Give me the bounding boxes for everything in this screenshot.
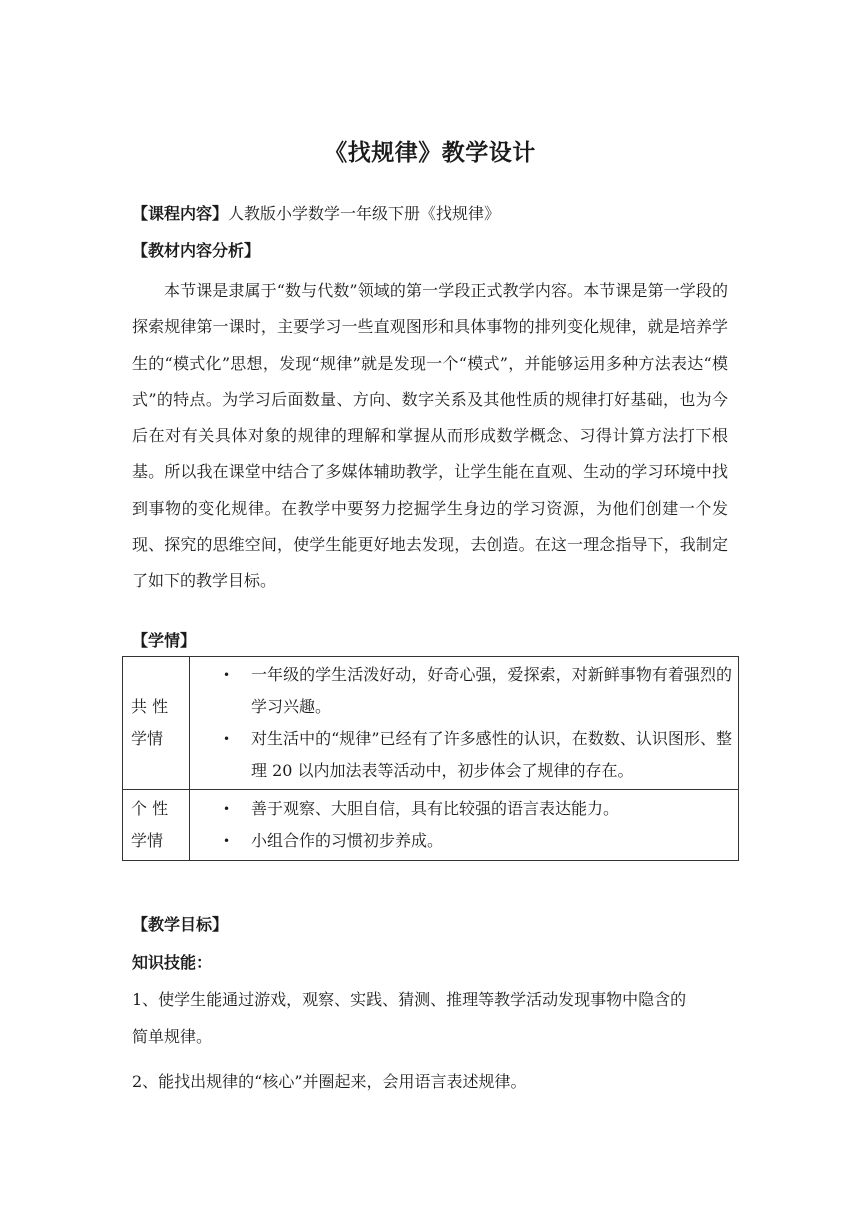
table-row — [123, 790, 739, 861]
row-content-cell — [190, 657, 739, 790]
row-label-line2: 学情 — [131, 729, 164, 748]
list-item: • 对生活中的“规律”已经有了许多感性的认识，在数数、认识图形、整理 20 以内加法表等活动中，初步体会了规律的存在。 — [190, 723, 738, 787]
list-item: • 一年级的学生活泼好动，好奇心强，爱探索，对新鲜事物有着强烈的学习兴趣。 — [190, 659, 738, 723]
row-label-cell — [123, 657, 190, 790]
goal-item-2: 2、能找出规律的“核心”并圈起来，会用语言表述规律。 — [132, 1072, 527, 1091]
row-label-cell — [123, 790, 190, 861]
goals-heading: 【教学目标】 — [132, 915, 229, 934]
table-row — [123, 657, 739, 790]
row-label-line2: 学情 — [131, 831, 164, 850]
course-text: 人教版小学数学一年级下册《找规律》 — [228, 204, 501, 223]
list-item: • 善于观察、大胆自信，具有比较强的语言表达能力。 — [190, 793, 738, 825]
xueqing-table — [122, 656, 739, 861]
goal-item-1-line2: 简单规律。 — [132, 1027, 213, 1046]
list-item: • 小组合作的习惯初步养成。 — [190, 825, 738, 857]
analysis-paragraph: 本节课是隶属于“数与代数”领域的第一学段正式教学内容。本节课是第一学段的探索规律第一课时，主要学习一些直观图形和具体事物的排列变化规律，就是培养学生的“模式化”思想，发现“规律”就是发现一个“模式”，并能够运用多种方法表达“模式”的特点。为学习后面数量、方向、数字关系及其他性质的规律打好基础，也为今后在对有关具体对象的规律的理解和掌握从而形成数学概念、习得计算方法打下根基。所以我在课堂中结合了多媒体辅助教学，让学生能在直观、生动的学习环境中找到事物的变化规律。在教学中要努力挖掘学生身边的学习资源，为他们创建一个发现、探究的思维空间，使学生能更好地去发现，去创造。在这一理念指导下，我制定了如下的教学目标。 — [132, 281, 728, 591]
row-content-cell — [190, 790, 739, 861]
xueqing-heading: 【学情】 — [132, 631, 197, 650]
row-label-line1: 个 性 — [131, 799, 169, 818]
document-title: 《找规律》教学设计 — [324, 140, 536, 166]
course-label: 【课程内容】 — [132, 204, 229, 223]
row-label-line1: 共 性 — [131, 697, 169, 716]
goals-subheading: 知识技能： — [132, 953, 213, 972]
course-line — [132, 201, 500, 224]
analysis-heading: 【教材内容分析】 — [132, 241, 261, 260]
goal-item-1-line1: 1、使学生能通过游戏，观察、实践、猜测、推理等教学活动发现事物中隐含的 — [132, 990, 687, 1009]
